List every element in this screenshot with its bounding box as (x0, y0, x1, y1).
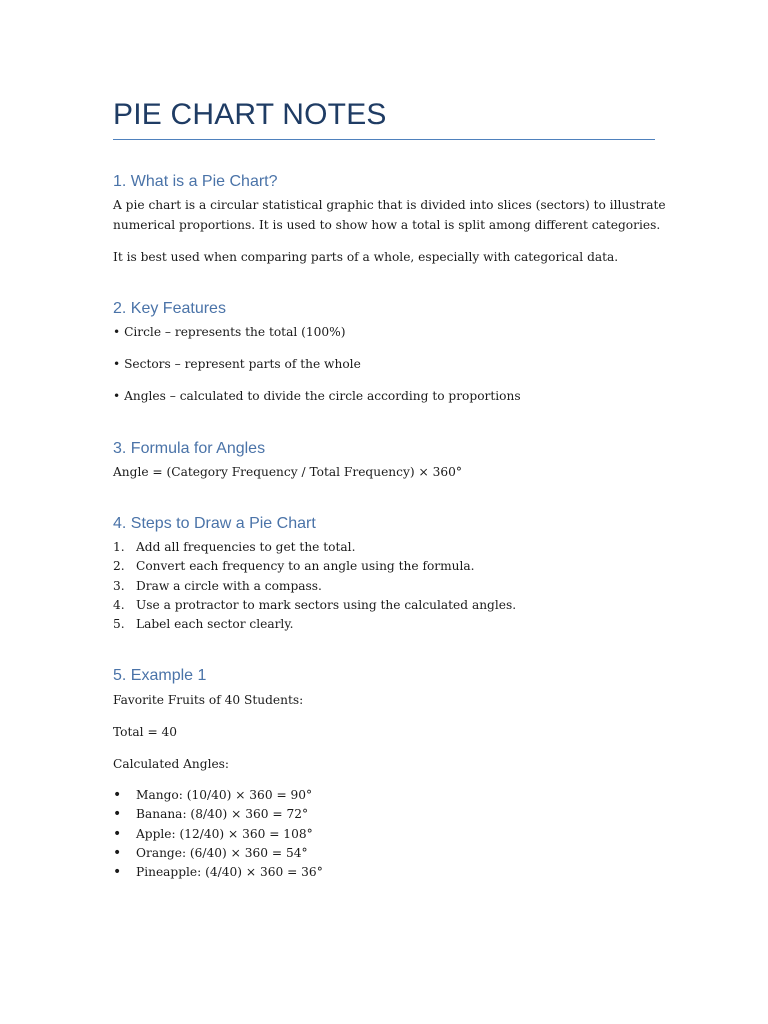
angles-list (113, 786, 323, 882)
feature-sectors: • Sectors – represent parts of the whole (113, 357, 361, 371)
example-angles-label: Calculated Angles: (113, 757, 230, 771)
definition-line-2: numerical proportions. It is used to show how a total is split among different categories. (113, 218, 661, 232)
bullet-icon: • (113, 864, 122, 881)
definition-line-1: A pie chart is a circular statistical graphic that is divided into slices (sectors) to illustrate (113, 198, 666, 212)
list-item: • Banana: (8/40) × 360 = 72° (113, 805, 323, 824)
bullet-icon: • (113, 844, 122, 861)
steps-list (113, 538, 516, 634)
title-divider (113, 139, 655, 140)
list-item: 4. Use a protractor to mark sectors using the calculated angles. (113, 597, 517, 612)
example-total: Total = 40 (113, 725, 178, 739)
section-heading-steps: 4. Steps to Draw a Pie Chart (113, 515, 316, 532)
usage-paragraph: It is best used when comparing parts of a whole, especially with categorical data. (113, 250, 619, 264)
document-title: PIE CHART NOTES (113, 98, 387, 131)
bullet-icon: • (113, 787, 122, 803)
list-item: • Orange: (6/40) × 360 = 54° (113, 844, 323, 863)
bullet-icon: • (113, 825, 122, 842)
example-intro: Favorite Fruits of 40 Students: (113, 693, 304, 707)
section-heading-example: 5. Example 1 (113, 667, 207, 684)
section-heading-key-features: 2. Key Features (113, 300, 226, 317)
list-item: • Mango: (10/40) × 360 = 90° (113, 786, 323, 805)
bullet-icon: • (113, 806, 122, 823)
list-item: • Pineapple: (4/40) × 360 = 36° (113, 863, 323, 882)
section-heading-formula: 3. Formula for Angles (113, 440, 266, 457)
feature-angles: • Angles – calculated to divide the circle according to proportions (113, 389, 521, 403)
list-item: 3. Draw a circle with a compass. (113, 578, 322, 593)
feature-circle: • Circle – represents the total (100%) (113, 325, 346, 339)
list-item: 2. Convert each frequency to an angle using the formula. (113, 559, 475, 574)
section-heading-what-is: 1. What is a Pie Chart? (113, 173, 278, 190)
list-item: • Apple: (12/40) × 360 = 108° (113, 825, 323, 844)
angle-formula: Angle = (Category Frequency / Total Frequency) × 360° (113, 465, 462, 479)
list-item: 1. Add all frequencies to get the total. (113, 540, 356, 554)
list-item: 5. Label each sector clearly. (113, 617, 294, 632)
